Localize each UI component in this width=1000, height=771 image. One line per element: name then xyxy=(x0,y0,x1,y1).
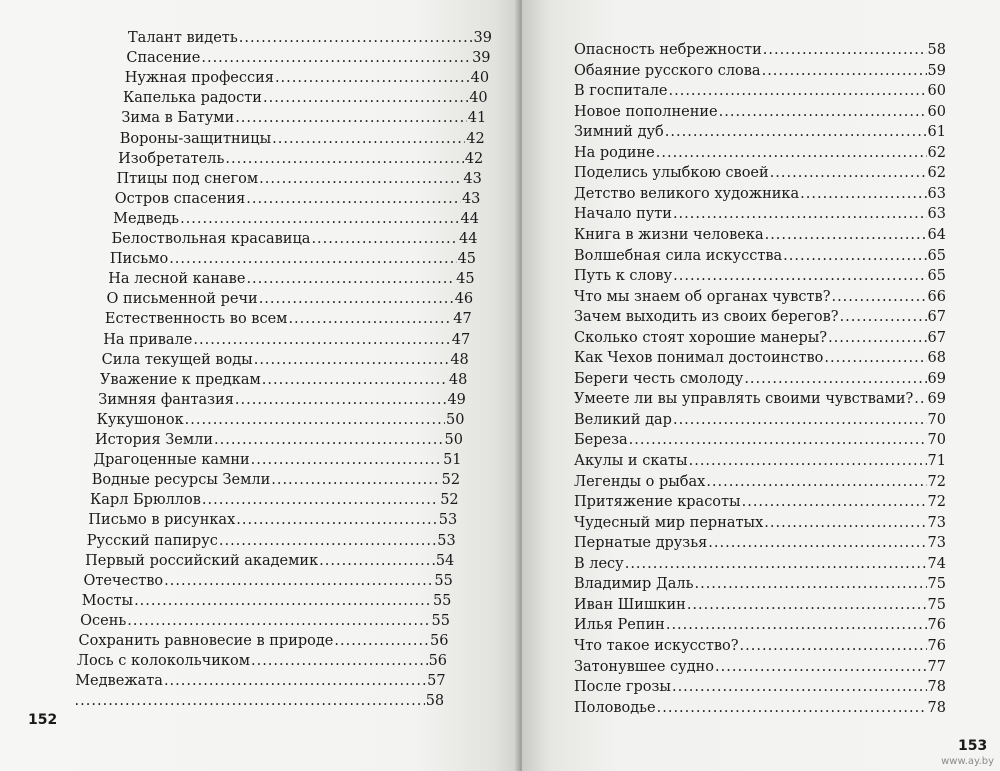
toc-entry-page: 54 xyxy=(435,552,455,569)
toc-entry-page: 73 xyxy=(927,535,946,552)
toc-entry xyxy=(574,677,946,697)
toc-entry xyxy=(79,631,449,651)
toc-leader-dots xyxy=(236,510,437,530)
toc-entry-title: Илья Репин xyxy=(574,617,665,634)
toc-entry-title: Капелька радости xyxy=(123,90,262,107)
toc-entry-title: В госпитале xyxy=(574,83,668,100)
toc-leader-dots xyxy=(334,631,429,651)
toc-leader-dots xyxy=(251,450,442,470)
toc-entry xyxy=(116,169,481,189)
toc-leader-dots xyxy=(193,330,450,350)
toc-entry-title: Зимняя фантазия xyxy=(98,391,234,408)
toc-entry xyxy=(574,328,946,348)
toc-entry xyxy=(123,88,488,108)
toc-entry-title: После грозы xyxy=(574,679,671,696)
toc-entry-title: Зачем выходить из своих берегов? xyxy=(574,309,839,326)
toc-entry xyxy=(574,430,946,450)
toc-entry-page: 47 xyxy=(451,331,471,348)
toc-entry xyxy=(574,102,946,122)
toc-leader-dots xyxy=(262,370,448,390)
toc-entry-title: Что такое искусство? xyxy=(574,637,739,654)
toc-entry-title: Уважение к предкам xyxy=(99,371,261,388)
toc-leader-dots xyxy=(840,307,927,327)
toc-entry-title: Остров спасения xyxy=(114,190,246,207)
toc-leader-dots xyxy=(134,591,432,611)
toc-entry-title: Береги честь смолоду xyxy=(574,370,744,387)
toc-leader-dots xyxy=(235,108,467,128)
toc-leader-dots xyxy=(669,81,927,101)
toc-entry-page: 61 xyxy=(927,124,946,141)
toc-leader-dots xyxy=(214,430,444,450)
toc-leader-dots xyxy=(694,574,926,594)
toc-entry-title: Зима в Батуми xyxy=(121,110,235,127)
toc-entry-page: 44 xyxy=(460,210,479,227)
toc-entry-title: Береза xyxy=(574,432,628,449)
toc-leader-dots xyxy=(673,410,927,430)
toc-entry xyxy=(100,370,467,390)
toc-entry-title: Волшебная сила искусства xyxy=(574,247,783,264)
toc-entry-title: Владимир Даль xyxy=(574,576,694,593)
watermark: www.ay.by xyxy=(941,756,994,767)
toc-entry-page: 70 xyxy=(927,432,946,449)
toc-leader-dots xyxy=(75,691,425,711)
toc-entry xyxy=(574,492,946,512)
toc-entry-page: 52 xyxy=(440,492,459,509)
toc-entry xyxy=(574,348,946,368)
toc-entry-page: 40 xyxy=(470,70,490,87)
toc-entry-title: Мосты xyxy=(81,592,134,609)
toc-entry xyxy=(92,470,460,490)
toc-leader-dots xyxy=(657,698,927,718)
toc-entry-page: 65 xyxy=(927,247,946,264)
toc-entry-title: Талант видеть xyxy=(128,30,238,46)
toc-leader-dots xyxy=(311,229,458,249)
toc-entry-page: 63 xyxy=(927,185,946,202)
toc-leader-dots xyxy=(666,615,927,635)
toc-entry-title: Лось с колокольчиком xyxy=(76,653,250,670)
toc-entry-title: Затонувшее судно xyxy=(574,658,715,675)
toc-leader-dots xyxy=(254,350,450,370)
toc-entry-title: Водные ресурсы Земли xyxy=(91,472,271,489)
toc-entry-page: 53 xyxy=(438,512,458,529)
toc-entry-page: 66 xyxy=(927,288,946,305)
toc-entry xyxy=(574,143,946,163)
toc-entry-page: 50 xyxy=(444,432,463,448)
toc-entry-title: Великий дар xyxy=(574,411,672,428)
toc-entry xyxy=(574,451,946,471)
toc-leader-dots xyxy=(828,328,926,348)
toc-entry-title: Умеете ли вы управлять своими чувствами? xyxy=(574,391,914,408)
toc-leader-dots xyxy=(673,204,927,224)
toc-entry xyxy=(108,269,474,289)
toc-entry-title: Что мы знаем об органах чувств? xyxy=(574,288,831,305)
toc-entry-title: Медвежата xyxy=(75,673,163,690)
toc-entry xyxy=(120,129,485,149)
toc-entry xyxy=(574,122,946,142)
toc-entry xyxy=(115,189,481,209)
toc-entry-title: Чудесный мир пернатых xyxy=(574,514,764,531)
toc-entry-title: О письменной речи xyxy=(106,291,258,308)
toc-entry xyxy=(82,591,452,611)
toc-entry-title: Зимний дуб xyxy=(574,124,664,141)
toc-entry-title: Кукушонок xyxy=(96,411,184,428)
toc-entry-page: 76 xyxy=(927,637,946,654)
toc-entry-title: Начало пути xyxy=(574,206,672,223)
toc-entry-title: Сколько стоят хорошие манеры? xyxy=(574,329,828,346)
toc-entry-title: Притяжение красоты xyxy=(574,494,741,511)
toc-entry-title: В лесу xyxy=(574,555,624,572)
toc-entry-page: 69 xyxy=(927,391,946,408)
toc-entry-page: 50 xyxy=(445,411,465,428)
toc-entry-title: На родине xyxy=(574,144,655,161)
toc-leader-dots xyxy=(783,246,926,266)
toc-leader-dots xyxy=(831,287,926,307)
toc-entry xyxy=(574,369,946,389)
toc-entry xyxy=(103,330,470,350)
toc-entry-page: 40 xyxy=(469,90,488,107)
toc-entry-page: 51 xyxy=(443,452,462,469)
toc-entry-title: Детство великого художника xyxy=(574,185,800,202)
toc-entry xyxy=(574,533,946,553)
toc-entry-title: Нужная профессия xyxy=(124,70,274,87)
toc-leader-dots xyxy=(319,551,435,571)
toc-leader-dots xyxy=(263,88,468,108)
toc-entry-page: 68 xyxy=(927,350,946,367)
toc-entry-page: 62 xyxy=(927,165,946,182)
toc-leader-dots xyxy=(235,390,447,410)
toc-entry-page: 48 xyxy=(450,351,469,368)
toc-entry-page: 78 xyxy=(927,699,946,716)
toc-leader-dots xyxy=(127,611,430,631)
toc-entry-title: Карл Брюллов xyxy=(90,492,201,509)
toc-entry-page: 43 xyxy=(463,170,482,187)
toc-leader-dots xyxy=(164,671,426,691)
toc-leader-dots xyxy=(288,309,452,329)
toc-entry-page: 45 xyxy=(457,251,477,268)
toc-entry xyxy=(113,209,479,229)
toc-entry-page: 60 xyxy=(927,103,946,120)
toc-entry xyxy=(128,28,492,48)
toc-leader-dots xyxy=(672,677,927,697)
toc-entry xyxy=(80,611,450,631)
toc-leader-dots xyxy=(706,472,926,492)
toc-entry xyxy=(574,184,946,204)
toc-entry xyxy=(90,490,459,510)
toc-entry-title: Драгоценные камни xyxy=(93,452,250,469)
toc-entry-title: Спасение xyxy=(126,50,201,67)
toc-leader-dots xyxy=(687,595,927,615)
toc-leader-dots xyxy=(185,410,445,430)
toc-entry xyxy=(574,595,946,615)
toc-entry xyxy=(105,309,472,329)
toc-entry-page: 55 xyxy=(431,612,450,629)
toc-entry-page: 62 xyxy=(927,144,946,161)
toc-entry xyxy=(574,513,946,533)
toc-entry-page: 44 xyxy=(459,231,478,247)
toc-entry-page: 76 xyxy=(927,617,946,634)
toc-entry-page: 56 xyxy=(430,633,449,649)
toc-entry xyxy=(77,651,447,671)
toc-entry-title: Первый российский академик xyxy=(85,552,319,569)
toc-leader-dots xyxy=(914,389,926,409)
toc-leader-dots xyxy=(201,48,471,68)
toc-leader-dots xyxy=(740,636,927,656)
toc-entry-page: 63 xyxy=(927,206,946,223)
toc-entry-page: 42 xyxy=(464,150,484,167)
toc-leader-dots xyxy=(629,430,927,450)
toc-entry xyxy=(574,225,946,245)
toc-entry xyxy=(574,698,946,718)
toc-leader-dots xyxy=(246,269,455,289)
toc-leader-dots xyxy=(180,209,459,229)
toc-entry-page: 45 xyxy=(456,271,475,288)
toc-leader-dots xyxy=(765,225,927,245)
toc-entry-page: 55 xyxy=(432,592,452,609)
toc-entry-page: 59 xyxy=(927,62,946,79)
toc-leader-dots xyxy=(708,533,926,553)
toc-entry xyxy=(574,615,946,635)
toc-entry xyxy=(95,430,463,450)
toc-leader-dots xyxy=(251,651,428,671)
toc-entry-title: Путь к слову xyxy=(574,268,673,285)
toc-leader-dots xyxy=(239,28,473,48)
toc-entry xyxy=(574,287,946,307)
toc-leader-dots xyxy=(715,657,927,677)
toc-leader-dots xyxy=(800,184,926,204)
toc-leader-dots xyxy=(246,189,461,209)
toc-entry-page: 77 xyxy=(927,658,946,675)
toc-entry xyxy=(87,531,456,551)
toc-entry xyxy=(574,61,946,81)
toc-entry-page: 42 xyxy=(466,130,485,147)
left-page-number: 152 xyxy=(28,712,58,728)
toc-entry xyxy=(574,410,946,430)
toc-entry-page: 70 xyxy=(927,411,946,428)
toc-entry-title: Половодье xyxy=(574,699,656,716)
toc-leader-dots xyxy=(824,348,926,368)
toc-entry-page: 72 xyxy=(927,494,946,511)
toc-entry-title: Осень xyxy=(80,612,127,629)
toc-entry xyxy=(74,691,445,711)
toc-entry-page: 65 xyxy=(927,268,946,285)
toc-entry xyxy=(574,307,946,327)
toc-entry-page: 73 xyxy=(927,514,946,531)
toc-entry-title: Акулы и скаты xyxy=(574,453,688,469)
toc-entry-page: 58 xyxy=(927,42,946,58)
toc-entry xyxy=(574,389,946,409)
toc-leader-dots xyxy=(763,40,927,60)
toc-leader-dots xyxy=(259,289,454,309)
toc-entry-page: 46 xyxy=(454,291,474,308)
toc-entry-page: 43 xyxy=(461,190,481,207)
toc-leader-dots xyxy=(762,61,927,81)
toc-leader-dots xyxy=(673,266,926,286)
toc-entry-page: 39 xyxy=(473,30,492,46)
toc-entry xyxy=(574,40,946,60)
toc-entry xyxy=(126,48,490,68)
toc-leader-dots xyxy=(656,143,927,163)
toc-entry xyxy=(574,554,946,574)
toc-entry xyxy=(112,229,478,249)
toc-entry-title: Как Чехов понимал достоинство xyxy=(574,350,824,367)
toc-leader-dots xyxy=(219,531,436,551)
toc-leader-dots xyxy=(259,169,462,189)
toc-leader-dots xyxy=(169,249,456,269)
toc-entry xyxy=(574,636,946,656)
toc-entry-title: Опасность небрежности xyxy=(574,42,762,58)
toc-entry xyxy=(97,410,465,430)
toc-entry-page: 48 xyxy=(448,371,468,388)
toc-entry xyxy=(107,289,474,309)
toc-leader-dots xyxy=(225,149,463,169)
toc-entry xyxy=(574,472,946,492)
toc-leader-dots xyxy=(742,492,927,512)
toc-entry xyxy=(574,81,946,101)
toc-entry-page: 53 xyxy=(437,532,456,549)
toc-leader-dots xyxy=(719,102,927,122)
toc-entry-page: 74 xyxy=(927,555,946,572)
toc-entry-title: Поделись улыбкою своей xyxy=(574,165,769,182)
toc-entry xyxy=(121,108,486,128)
toc-entry-page: 56 xyxy=(428,653,448,670)
toc-entry xyxy=(83,571,452,591)
toc-entry-title: На привале xyxy=(103,331,193,348)
toc-entry-title: Письмо в рисунках xyxy=(88,512,236,529)
toc-entry-title: Сохранить равновесие в природе xyxy=(78,633,334,649)
toc-leader-dots xyxy=(272,129,465,149)
toc-entry xyxy=(574,657,946,677)
toc-entry xyxy=(75,671,445,691)
toc-entry-page: 71 xyxy=(927,453,946,469)
toc-entry-title: Отечество xyxy=(83,572,164,589)
toc-entry xyxy=(574,574,946,594)
toc-entry xyxy=(102,350,469,370)
toc-entry xyxy=(574,246,946,266)
toc-entry-page: 67 xyxy=(927,329,946,346)
toc-entry-title: Белоствольная красавица xyxy=(111,231,311,247)
toc-leader-dots xyxy=(689,451,927,471)
toc-leader-dots xyxy=(271,470,440,490)
toc-entry-title: Естественность во всем xyxy=(104,311,288,328)
toc-entry-title: Вороны-защитницы xyxy=(119,130,272,147)
toc-entry xyxy=(125,68,489,88)
toc-entry xyxy=(88,510,457,530)
toc-leader-dots xyxy=(665,122,927,142)
toc-entry-title: На лесной канаве xyxy=(108,271,246,288)
toc-leader-dots xyxy=(202,490,439,510)
toc-leader-dots xyxy=(164,571,433,591)
toc-entry-page: 75 xyxy=(927,576,946,593)
toc-entry xyxy=(110,249,476,269)
toc-entry-page: 75 xyxy=(927,596,946,613)
toc-entry xyxy=(574,266,946,286)
toc-entry-page: 39 xyxy=(472,50,491,67)
toc-entry-page: 57 xyxy=(427,673,446,690)
toc-entry-title: Сила текущей воды xyxy=(101,351,253,368)
toc-entry-page: 72 xyxy=(927,473,946,490)
toc-entry-title: Письмо xyxy=(109,251,169,268)
toc-leader-dots xyxy=(744,369,926,389)
toc-entry-page: 52 xyxy=(441,472,461,489)
toc-leader-dots xyxy=(770,163,927,183)
toc-entry xyxy=(93,450,461,470)
toc-entry-title: Пернатые друзья xyxy=(574,535,708,552)
toc-entry-page: 47 xyxy=(453,311,472,328)
toc-leader-dots xyxy=(625,554,927,574)
toc-entry-page: 67 xyxy=(927,309,946,326)
toc-entry-title: Иван Шишкин xyxy=(574,596,686,613)
toc-entry xyxy=(574,163,946,183)
toc-entry-page: 78 xyxy=(927,679,946,696)
toc-leader-dots xyxy=(275,68,470,88)
toc-entry-title: Русский папирус xyxy=(86,532,218,549)
toc-entry-page: 60 xyxy=(927,83,946,100)
toc-entry-title: Легенды о рыбах xyxy=(574,473,706,490)
toc-entry-title: Медведь xyxy=(113,210,180,227)
toc-entry-title: История Земли xyxy=(95,432,213,448)
toc-entry xyxy=(118,149,483,169)
toc-entry-title: Птицы под снегом xyxy=(116,170,259,187)
right-page-number: 153 xyxy=(958,738,988,754)
toc-entry-title: Изобретатель xyxy=(118,150,225,167)
toc-entry-page: 58 xyxy=(425,693,445,710)
toc-entry-page: 55 xyxy=(434,572,453,589)
toc-entry-page: 69 xyxy=(927,370,946,387)
toc-entry xyxy=(574,204,946,224)
toc-entry xyxy=(85,551,454,571)
toc-entry-page: 41 xyxy=(467,110,487,127)
toc-entry-page: 49 xyxy=(447,391,466,408)
toc-entry xyxy=(98,390,466,410)
toc-entry-title: Обаяние русского слова xyxy=(574,62,761,79)
toc-entry-title: Книга в жизни человека xyxy=(574,226,764,243)
toc-entry-title: Новое пополнение xyxy=(574,103,718,120)
toc-leader-dots xyxy=(764,513,926,533)
toc-entry-page: 64 xyxy=(927,226,946,243)
